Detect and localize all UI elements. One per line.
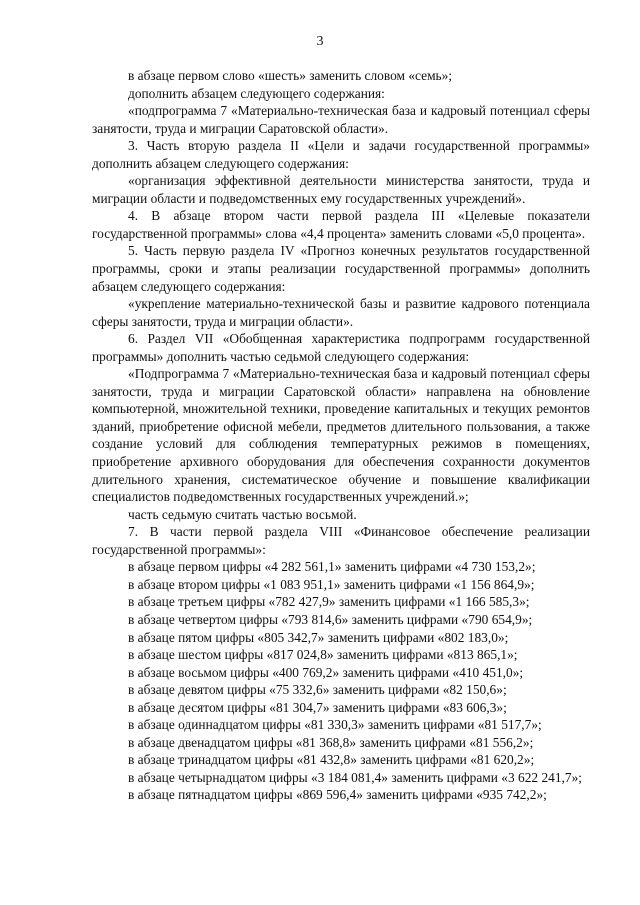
paragraph: «подпрограмма 7 «Материально-техническая база и кадровый потенциал сферы занятости, труда и миграции Саратовской области». [92, 103, 590, 136]
paragraph: 6. Раздел VII «Обобщенная характеристика подпрограмм государственной программы» дополнить частью седьмой следующего содержания: [92, 331, 590, 364]
amendment-item: в абзаце шестом цифры «817 024,8» заменить цифрами «813 865,1»; [128, 647, 518, 663]
paragraph: дополнить абзацем следующего содержания: [128, 85, 385, 101]
amendment-item: в абзаце втором цифры «1 083 951,1» заменить цифрами «1 156 864,9»; [128, 576, 535, 592]
paragraph: 4. В абзаце втором части первой раздела III «Целевые показатели государственной программы» слова «4,4 процента» заменить словами «5,0 процента». [92, 208, 590, 241]
paragraph: «укрепление материально-технической базы и развитие кадрового потенциала сферы занятости, труда и миграции области». [92, 296, 590, 329]
paragraph: 5. Часть первую раздела IV «Прогноз конечных результатов государственной программы, сроки и этапы реализации государственной программы» дополнить абзацем следующего содержания: [92, 243, 590, 294]
paragraph: 7. В части первой раздела VIII «Финансовое обеспечение реализации государственной программы»: [92, 524, 590, 557]
amendment-item: в абзаце восьмом цифры «400 769,2» заменить цифрами «410 451,0»; [128, 664, 524, 680]
paragraph: «Подпрограмма 7 «Материально-техническая база и кадровый потенциал сферы занятости, труда и миграции Саратовской области» направлена на обновление компьютерной, множительной техники, проведение капитальных и текущих ремонтов зданий, приобретение офисной мебели, предметов длительного пользования, а также создание условий для соблюдения температурных режимов в помещениях, приобретение архивного оборудования для обеспечения сохранности документов длительного хранения, систематическое обучение и повышение квалификации специалистов подведомственных государственных учреждений.»; [92, 366, 590, 505]
paragraph: часть седьмую считать частью восьмой. [128, 506, 357, 522]
amendment-item: в абзаце одиннадцатом цифры «81 330,3» заменить цифрами «81 517,7»; [128, 717, 542, 733]
amendment-item: в абзаце девятом цифры «75 332,6» заменить цифрами «82 150,6»; [128, 682, 507, 698]
paragraph: «организация эффективной деятельности министерства занятости, труда и миграции области и подведомственных ему государственных учреждений». [92, 173, 590, 206]
amendment-item: в абзаце пятнадцатом цифры «869 596,4» заменить цифрами «935 742,2»; [128, 787, 547, 803]
paragraph: 3. Часть вторую раздела II «Цели и задачи государственной программы» дополнить абзацем следующего содержания: [92, 138, 590, 171]
amendment-item: в абзаце первом цифры «4 282 561,1» заменить цифрами «4 730 153,2»; [128, 559, 536, 575]
paragraph: в абзаце первом слово «шесть» заменить словом «семь»; [128, 68, 453, 83]
amendment-item: в абзаце четырнадцатом цифры «3 184 081,4» заменить цифрами «3 622 241,7»; [128, 769, 582, 785]
page-number: 3 [316, 34, 324, 49]
amendment-item: в абзаце двенадцатом цифры «81 368,8» заменить цифрами «81 556,2»; [128, 734, 534, 750]
document-body [92, 67, 590, 804]
amendment-item: в абзаце десятом цифры «81 304,7» заменить цифрами «83 606,3»; [128, 699, 507, 715]
amendment-item: в абзаце четвертом цифры «793 814,6» заменить цифрами «790 654,9»; [128, 611, 533, 627]
amendment-item: в абзаце третьем цифры «782 427,9» заменить цифрами «1 166 585,3»; [128, 594, 530, 610]
amendment-item: в абзаце пятом цифры «805 342,7» заменить цифрами «802 183,0»; [128, 629, 509, 645]
amendment-item: в абзаце тринадцатом цифры «81 432,8» заменить цифрами «81 620,2»; [128, 752, 535, 768]
